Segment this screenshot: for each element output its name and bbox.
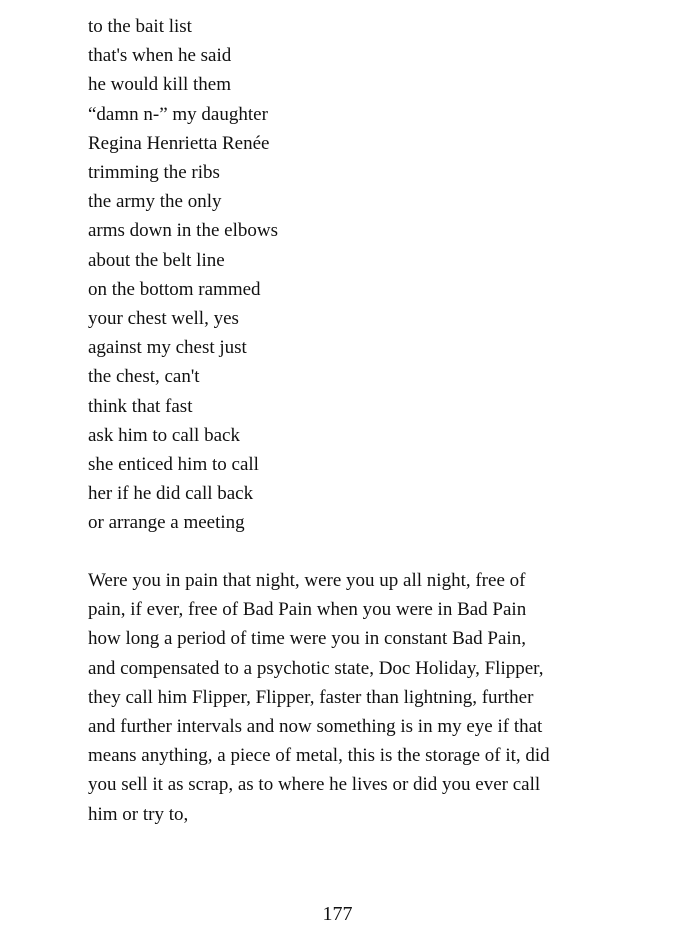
prose-line: they call him Flipper, Flipper, faster than lightning, further [88, 686, 534, 708]
prose-line: and further intervals and now something is in my eye if that [88, 716, 543, 738]
prose-line: him or try to, [88, 803, 189, 825]
poem-line: trimming the ribs [88, 162, 220, 184]
prose-paragraph [88, 566, 588, 829]
poem-line: she enticed him to call [88, 454, 259, 476]
poem-line: about the belt line [88, 249, 225, 271]
poem-line: the chest, can't [88, 366, 200, 388]
prose-line: and compensated to a psychotic state, Doc Holiday, Flipper, [88, 657, 544, 679]
poem-line: the army the only [88, 191, 222, 213]
poem-line: your chest well, yes [88, 308, 239, 330]
poem-line: her if he did call back [88, 483, 254, 505]
poem-line: arms down in the elbows [88, 220, 278, 242]
poem-line: to the bait list [88, 16, 192, 37]
prose-line: pain, if ever, free of Bad Pain when you were in Bad Pain [88, 599, 527, 621]
poem-line: against my chest just [88, 337, 247, 359]
prose-line: Were you in pain that night, were you up all night, free of [88, 570, 526, 591]
poem-line: ask him to call back [88, 424, 240, 446]
poem-line: or arrange a meeting [88, 512, 245, 534]
prose-line: means anything, a piece of metal, this is the storage of it, did [88, 745, 550, 767]
poem-line: “damn n-” my daughter [88, 103, 268, 125]
prose-line: you sell it as scrap, as to where he lives or did you ever call [88, 774, 541, 796]
poem-line: Regina Henrietta Renée [88, 132, 270, 154]
poem-stanza [88, 12, 608, 538]
poem-line: that's when he said [88, 45, 232, 67]
page-number: 177 [322, 903, 353, 925]
poem-line: he would kill them [88, 74, 232, 96]
poem-line: on the bottom rammed [88, 278, 261, 300]
prose-line: how long a period of time were you in constant Bad Pain, [88, 628, 526, 650]
poem-line: think that fast [88, 395, 193, 417]
